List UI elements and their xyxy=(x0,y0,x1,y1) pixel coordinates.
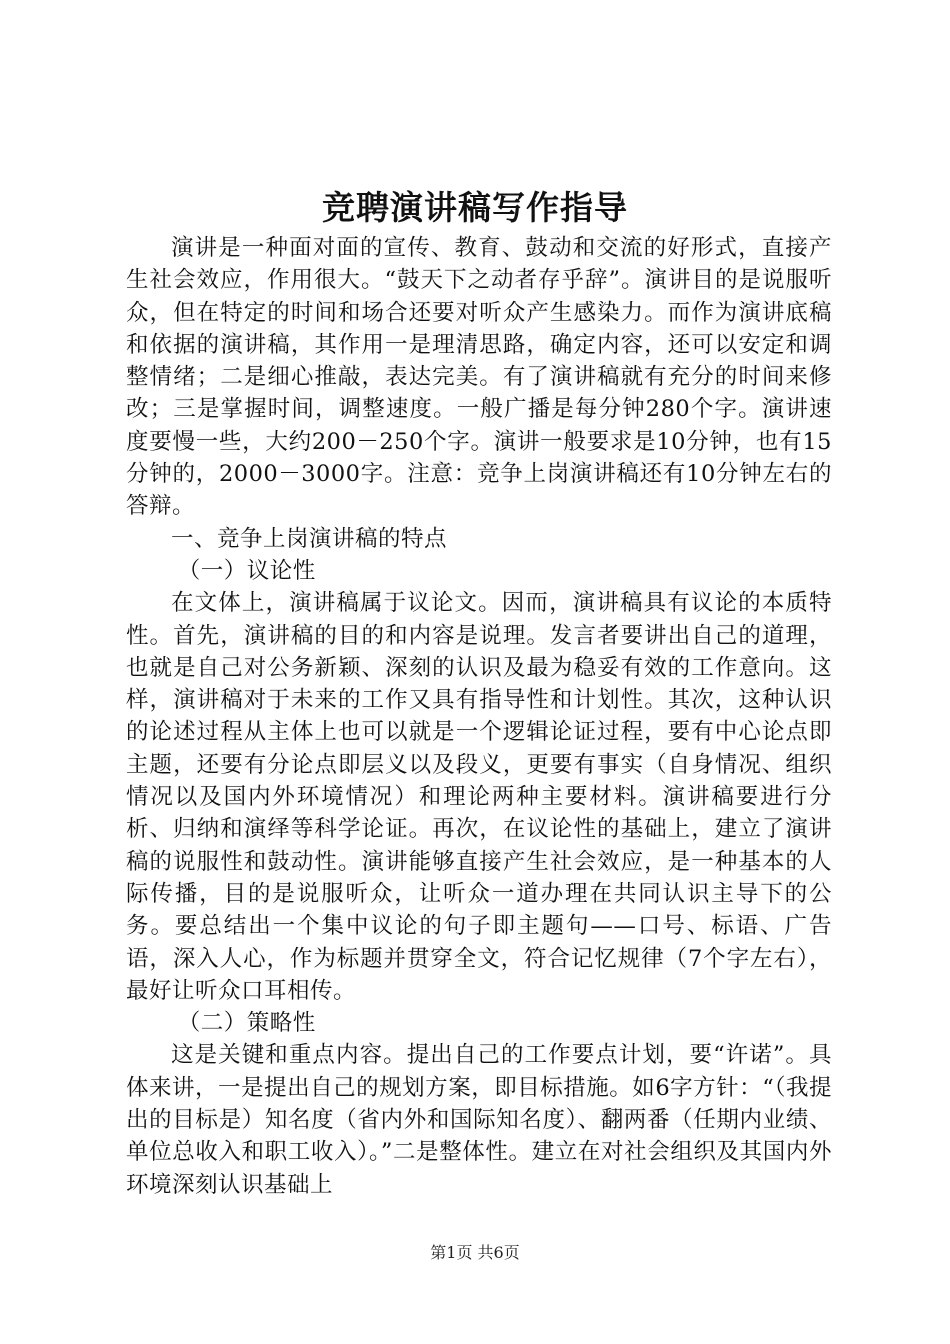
document-body xyxy=(126,232,832,1201)
section-heading-features: 一、竞争上岗演讲稿的特点 xyxy=(171,525,448,552)
subsection-heading-argumentative: （一）议论性 xyxy=(177,557,316,584)
paragraph-intro: 演讲是一种面对面的宣传、教育、鼓动和交流的好形式，直接产生社会效应，作用很大。“鼓天下之动者存乎辞”。演讲目的是说服听众，但在特定的时间和场合还要对听众产生感染力。而作为演讲底稿和依据的演讲稿，其作用一是理清思路，确定内容，还可以安定和调整情绪；二是细心推敲，表达完美。有了演讲稿就有充分的时间来修改；三是掌握时间，调整速度。一般广播是每分钟280个字。演讲速度要慢一些，大约200－250个字。演讲一般要求是10分钟，也有15分钟的，2000－3000字。注意：竞争上岗演讲稿还有10分钟左右的答辩。 xyxy=(126,235,832,520)
subsection-heading-strategic: （二）策略性 xyxy=(177,1010,316,1037)
page-footer: 第1页 共6页 xyxy=(430,1243,520,1262)
paragraph-strategic: 这是关键和重点内容。提出自己的工作要点计划，要“许诺”。具体来讲，一是提出自己的规划方案，即目标措施。如6字方针：“（我提出的目标是）知名度（省内外和国际知名度）、翻两番（任期内业绩、单位总收入和职工收入）。”二是整体性。建立在对社会组织及其国内外环境深刻认识基础上 xyxy=(126,1042,832,1198)
document-title: 竞聘演讲稿写作指导 xyxy=(322,188,628,227)
paragraph-argumentative: 在文体上，演讲稿属于议论文。因而，演讲稿具有议论的本质特性。首先，演讲稿的目的和内容是说理。发言者要讲出自己的道理，也就是自己对公务新颖、深刻的认识及最为稳妥有效的工作意向。这样，演讲稿对于未来的工作又具有指导性和计划性。其次，这种认识的论述过程从主体上也可以就是一个逻辑论证过程，要有中心论点即主题，还要有分论点即层义以及段义，更要有事实（自身情况、组织情况以及国内外环境情况）和理论两种主要材料。演讲稿要进行分析、归纳和演绎等科学论证。再次，在议论性的基础上，建立了演讲稿的说服性和鼓动性。演讲能够直接产生社会效应，是一种基本的人际传播，目的是说服听众，让听众一道办理在共同认识主导下的公务。要总结出一个集中议论的句子即主题句——口号、标语、广告语，深入人心，作为标题并贯穿全文，符合记忆规律（7个字左右），最好让听众口耳相传。 xyxy=(126,590,832,1004)
